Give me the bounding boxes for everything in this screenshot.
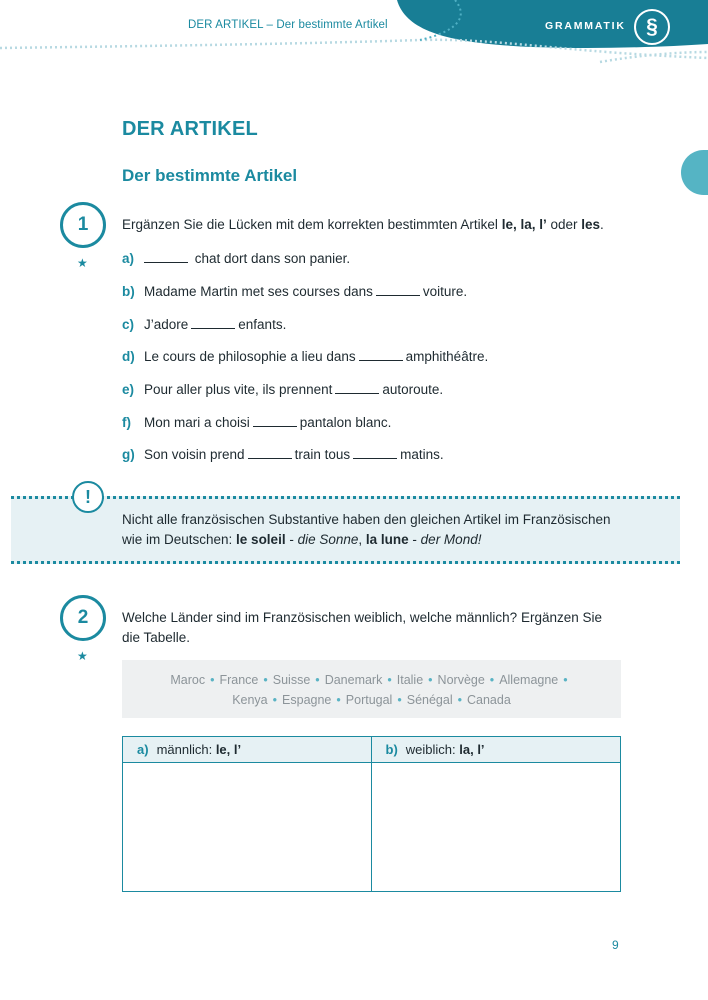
bullet-separator: • bbox=[336, 693, 341, 707]
exclamation-icon: ! bbox=[72, 481, 104, 513]
word-chip: Portugal bbox=[345, 693, 393, 707]
blank-field[interactable] bbox=[191, 315, 235, 329]
word-bank-row-1 bbox=[122, 670, 621, 690]
bullet-separator: • bbox=[397, 693, 402, 707]
page-number: 9 bbox=[612, 938, 619, 952]
word-chip: Kenya bbox=[232, 693, 268, 707]
word-chip: Italie bbox=[396, 673, 424, 687]
table-column-masculine bbox=[123, 737, 372, 891]
table-header-feminine: b) weiblich: la, l’ bbox=[372, 737, 621, 763]
bullet-separator: • bbox=[387, 673, 392, 687]
table-header-masculine: a) männlich: le, l’ bbox=[123, 737, 371, 763]
exercise1-instruction: Ergänzen Sie die Lücken mit dem korrekten bestimmten Artikel le, la, l’ oder les. bbox=[122, 217, 604, 232]
blank-field[interactable] bbox=[359, 347, 403, 361]
exercise-item-b: b) Madame Martin met ses courses dans voiture. bbox=[122, 284, 468, 299]
exercise-item-f: f) Mon mari a choisi pantalon blanc. bbox=[122, 415, 392, 430]
word-chip: Allemagne bbox=[499, 673, 559, 687]
info-text: Nicht alle französischen Substantive haben den gleichen Artikel im Französischen wie im Deutschen: le soleil - die Sonne, la lune - der Mond! bbox=[122, 512, 611, 547]
paragraph-icon: § bbox=[634, 9, 670, 45]
difficulty-star-icon: ★ bbox=[77, 256, 88, 270]
blank-field[interactable] bbox=[353, 445, 397, 459]
bullet-separator: • bbox=[457, 693, 462, 707]
word-chip: France bbox=[219, 673, 259, 687]
exercise-item-g: g) Son voisin prend train tous matins. bbox=[122, 447, 444, 462]
answer-cell-feminine[interactable] bbox=[372, 763, 621, 891]
bullet-separator: • bbox=[563, 673, 568, 687]
running-header: DER ARTIKEL – Der bestimmte Artikel bbox=[188, 19, 388, 31]
exercise2-instruction: Welche Länder sind im Französischen weiblich, welche männlich? Ergänzen Sie die Tabelle. bbox=[122, 610, 602, 645]
exercise-number-2: 2 bbox=[60, 595, 106, 641]
blank-field[interactable] bbox=[248, 445, 292, 459]
word-chip: Danemark bbox=[324, 673, 383, 687]
blank-field[interactable] bbox=[253, 413, 297, 427]
section-label: GRAMMATIK bbox=[545, 20, 626, 32]
answer-cell-masculine[interactable] bbox=[123, 763, 371, 891]
word-chip: Suisse bbox=[272, 673, 311, 687]
bullet-separator: • bbox=[210, 673, 215, 687]
bullet-separator: • bbox=[489, 673, 495, 687]
answer-table bbox=[122, 736, 621, 892]
word-chip: Espagne bbox=[282, 693, 332, 707]
page-subtitle: Der bestimmte Artikel bbox=[122, 166, 298, 185]
bullet-separator: • bbox=[315, 673, 320, 687]
word-chip: Maroc bbox=[170, 673, 206, 687]
exercise-item-a: a) chat dort dans son panier. bbox=[122, 251, 351, 266]
page-title: DER ARTIKEL bbox=[122, 118, 258, 140]
word-chip: Sénégal bbox=[406, 693, 453, 707]
word-bank bbox=[122, 660, 621, 718]
exercise-item-e: e) Pour aller plus vite, ils prennent autoroute. bbox=[122, 382, 444, 397]
exercise-number-1: 1 bbox=[60, 202, 106, 248]
difficulty-star-icon: ★ bbox=[77, 649, 88, 663]
bullet-separator: • bbox=[428, 673, 433, 687]
word-chip: Norvège bbox=[437, 673, 485, 687]
table-column-feminine bbox=[372, 737, 621, 891]
header-wave-decoration bbox=[0, 0, 708, 70]
word-chip: Canada bbox=[467, 693, 511, 707]
exercise-item-c: c) J’adore enfants. bbox=[122, 317, 287, 332]
bullet-separator: • bbox=[272, 693, 278, 707]
exercise-item-d: d) Le cours de philosophie a lieu dans amphithéâtre. bbox=[122, 349, 489, 364]
blank-field[interactable] bbox=[144, 249, 188, 263]
bullet-separator: • bbox=[263, 673, 268, 687]
side-tab bbox=[681, 150, 708, 195]
blank-field[interactable] bbox=[335, 380, 379, 394]
blank-field[interactable] bbox=[376, 282, 420, 296]
word-bank-row-2 bbox=[122, 690, 621, 710]
